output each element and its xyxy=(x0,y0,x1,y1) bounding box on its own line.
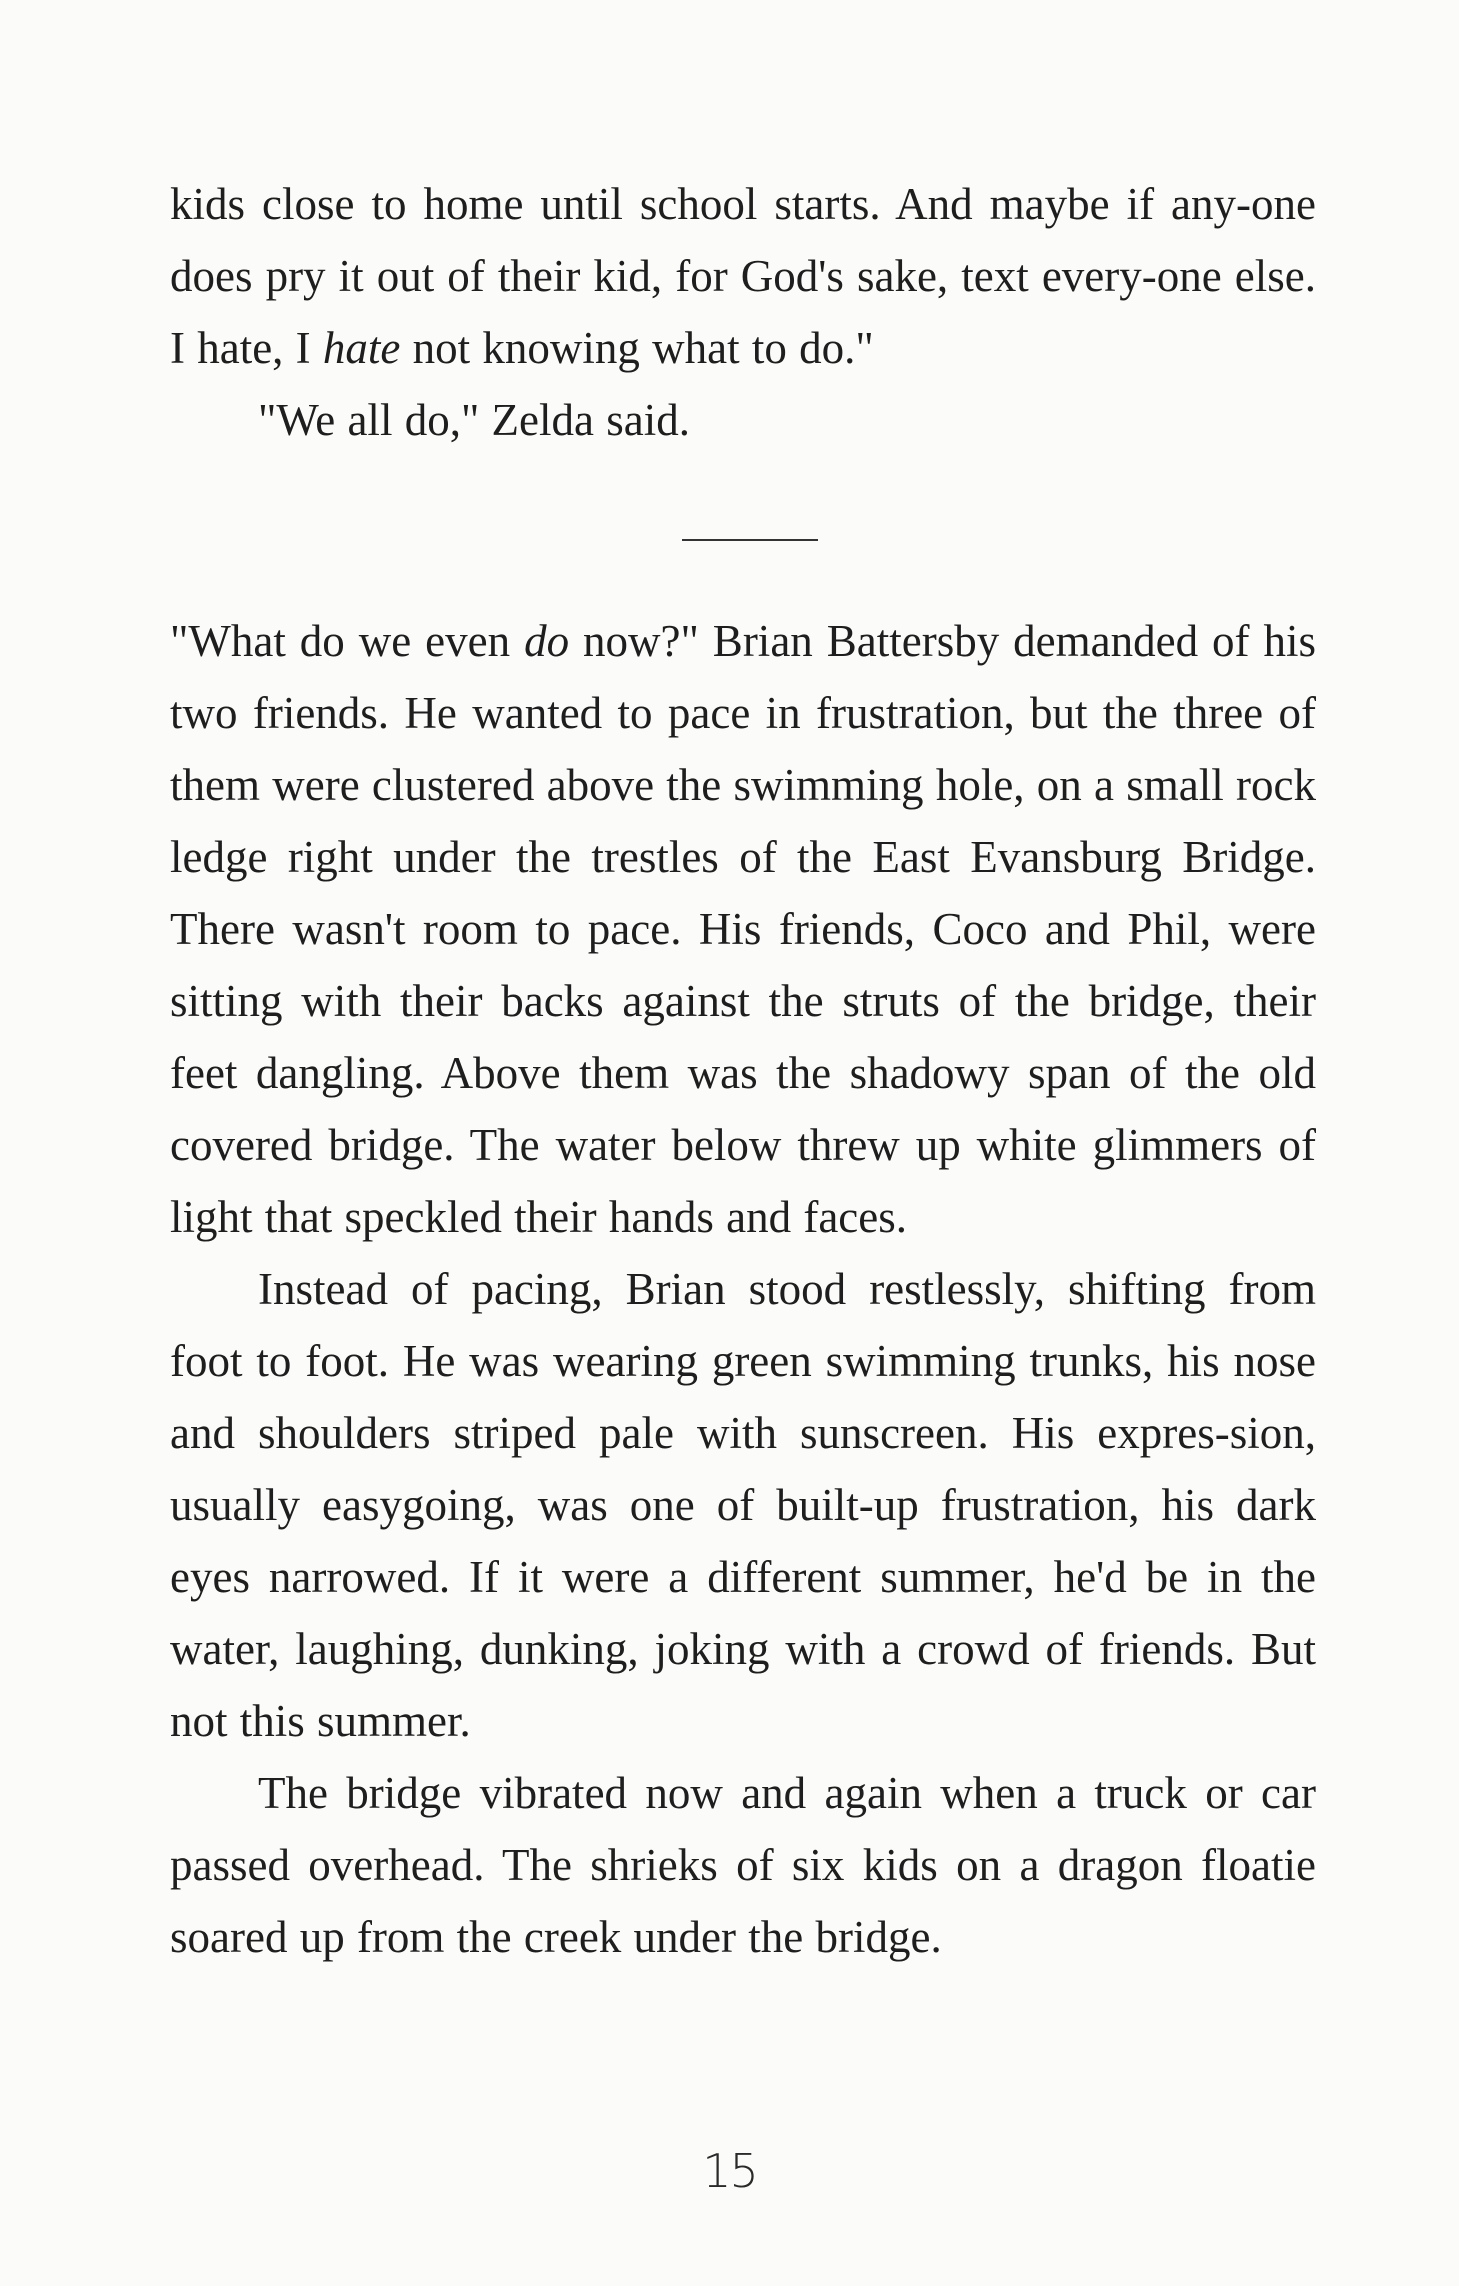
italic-text: hate xyxy=(322,323,401,373)
page-number: 15 xyxy=(702,2144,757,2198)
italic-text: do xyxy=(524,616,570,666)
text-run: not knowing what to do." xyxy=(400,323,874,373)
paragraph xyxy=(170,1253,1316,1757)
text-run: kids close to home until school starts. And maybe if any-one does pry it out of their kid, for God's sake, text every-one else. I hate, I xyxy=(170,179,1316,373)
text-block-main xyxy=(170,605,1316,1973)
text-run: "We all do," Zelda said. xyxy=(258,395,690,445)
paragraph xyxy=(170,1757,1316,1973)
text-run: Instead of pacing, Brian stood restlessly, shifting from foot to foot. He was wearing green swimming trunks, his nose and shoulders striped pale with sunscreen. His expres-sion, usually easygoing, was one of built-up frustration, his dark eyes narrowed. If it were a different summer, he'd be in the water, laughing, dunking, joking with a crowd of friends. But not this summer. xyxy=(170,1264,1316,1746)
paragraph xyxy=(170,168,1316,384)
text-run: The bridge vibrated now and again when a truck or car passed overhead. The shrieks of six kids on a dragon floatie soared up from the creek under the bridge. xyxy=(170,1768,1316,1962)
text-run: "What do we even xyxy=(170,616,525,666)
section-break-rule xyxy=(682,539,818,541)
paragraph xyxy=(170,384,1316,456)
text-block-top xyxy=(170,168,1316,456)
paragraph xyxy=(170,605,1316,1253)
text-run: now?" Brian Battersby demanded of his two friends. He wanted to pace in frustration, but the three of them were clustered above the swimming hole, on a small rock ledge right under the trestles of the East Evansburg Bridge. There wasn't room to pace. His friends, Coco and Phil, were sitting with their backs against the struts of the bridge, their feet dangling. Above them was the shadowy span of the old covered bridge. The water below threw up white glimmers of light that speckled their hands and faces. xyxy=(170,616,1316,1242)
